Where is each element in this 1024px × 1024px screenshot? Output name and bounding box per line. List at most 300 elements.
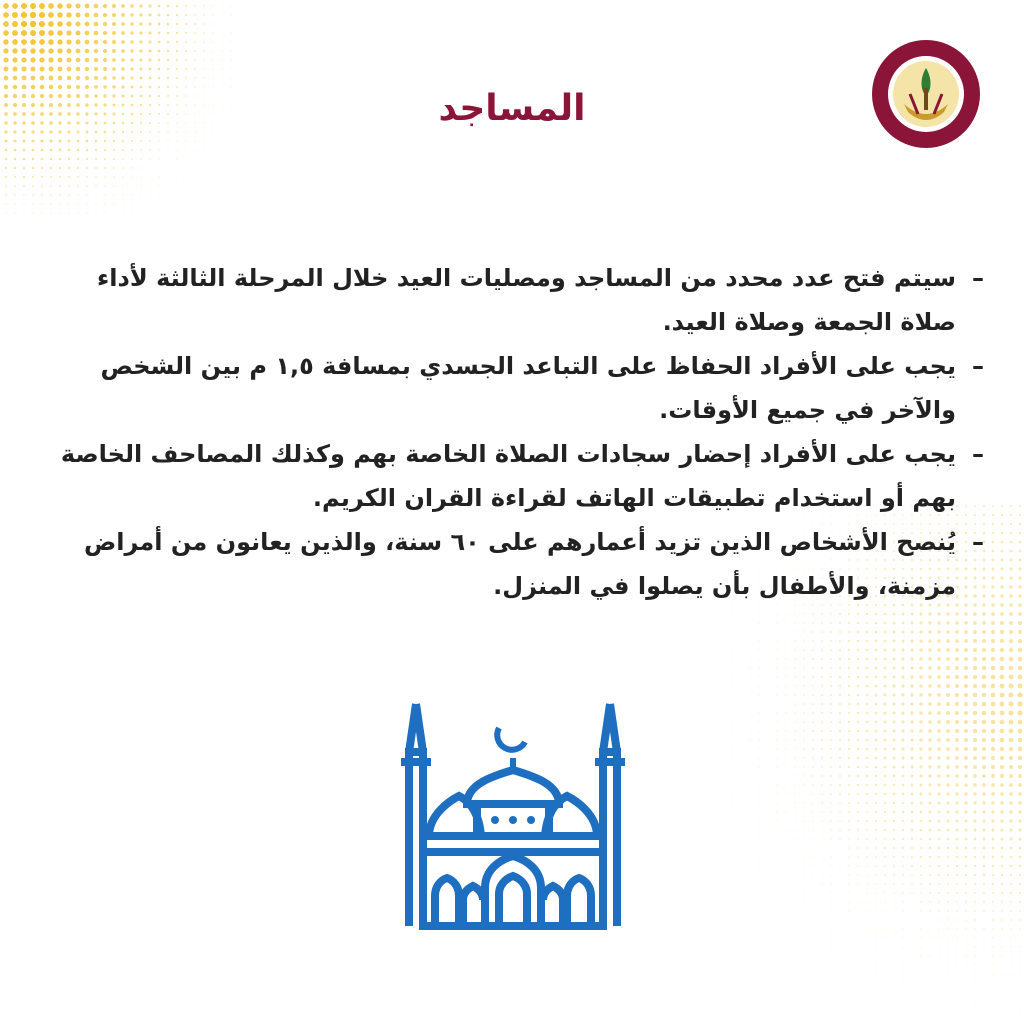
decorative-dot xyxy=(974,1000,975,1001)
decorative-dot xyxy=(3,57,8,62)
decorative-dot xyxy=(866,883,867,884)
decorative-dot xyxy=(803,712,805,714)
decorative-dot xyxy=(722,703,723,704)
bullet-dash: – xyxy=(972,440,984,468)
decorative-dot xyxy=(67,121,70,124)
decorative-dot xyxy=(85,121,88,124)
decorative-dot xyxy=(31,121,35,125)
decorative-dot xyxy=(830,748,832,750)
decorative-dot xyxy=(794,793,795,794)
decorative-dot xyxy=(938,928,939,929)
decorative-dot xyxy=(911,802,914,805)
decorative-dot xyxy=(148,40,151,43)
decorative-dot xyxy=(928,729,932,733)
decorative-dot xyxy=(919,711,923,715)
decorative-dot xyxy=(740,748,741,749)
decorative-dot xyxy=(812,883,813,884)
decorative-dot xyxy=(749,775,750,776)
decorative-dot xyxy=(158,104,160,106)
decorative-dot xyxy=(920,811,923,814)
decorative-dot xyxy=(884,937,885,938)
decorative-dot xyxy=(94,22,99,27)
decorative-dot xyxy=(794,865,795,866)
decorative-dot xyxy=(892,729,895,732)
decorative-dot xyxy=(5,158,7,160)
decorative-dot xyxy=(929,991,930,992)
decorative-dot xyxy=(149,86,152,89)
decorative-dot xyxy=(821,901,822,902)
decorative-dot xyxy=(946,666,950,670)
decorative-dot xyxy=(776,631,777,632)
decorative-dot xyxy=(31,94,35,98)
decorative-dot xyxy=(830,622,832,624)
decorative-dot xyxy=(776,676,777,677)
decorative-dot xyxy=(713,658,714,659)
decorative-dot xyxy=(94,31,99,36)
decorative-dot xyxy=(893,847,895,849)
decorative-dot xyxy=(803,631,805,633)
decorative-dot xyxy=(875,622,878,625)
decorative-dot xyxy=(893,757,896,760)
decorative-dot xyxy=(40,85,45,90)
decorative-dot xyxy=(230,14,231,15)
decorative-dot xyxy=(140,167,141,168)
decorative-dot xyxy=(848,919,849,920)
decorative-dot xyxy=(857,631,859,633)
decorative-dot xyxy=(731,649,732,650)
decorative-dot xyxy=(884,928,885,929)
decorative-dot xyxy=(221,113,222,114)
decorative-dot xyxy=(821,784,823,786)
decorative-dot xyxy=(991,729,996,734)
decorative-dot xyxy=(965,928,966,929)
decorative-dot xyxy=(230,23,231,24)
decorative-dot xyxy=(839,919,840,920)
decorative-dot xyxy=(920,946,921,947)
decorative-dot xyxy=(866,730,869,733)
decorative-dot xyxy=(1001,973,1002,974)
decorative-dot xyxy=(937,711,941,715)
decorative-dot xyxy=(221,86,222,87)
decorative-dot xyxy=(812,748,814,750)
decorative-dot xyxy=(920,973,921,974)
decorative-dot xyxy=(50,158,52,160)
decorative-dot xyxy=(928,639,931,642)
decorative-dot xyxy=(230,95,231,96)
decorative-dot xyxy=(1018,792,1022,796)
decorative-dot xyxy=(139,67,142,70)
decorative-dot xyxy=(194,5,196,7)
decorative-dot xyxy=(221,59,222,60)
decorative-dot xyxy=(722,667,723,668)
decorative-dot xyxy=(1009,567,1012,570)
decorative-dot xyxy=(1001,901,1003,903)
decorative-dot xyxy=(776,775,777,776)
decorative-dot xyxy=(239,41,240,42)
decorative-dot xyxy=(982,675,986,679)
decorative-dot xyxy=(884,892,885,893)
decorative-dot xyxy=(884,613,887,616)
decorative-dot xyxy=(749,613,750,614)
decorative-dot xyxy=(857,820,859,822)
decorative-dot xyxy=(112,40,116,44)
decorative-dot xyxy=(830,838,831,839)
decorative-dot xyxy=(884,766,887,769)
decorative-dot xyxy=(749,820,750,821)
decorative-dot xyxy=(149,50,152,53)
decorative-dot xyxy=(767,721,768,722)
decorative-dot xyxy=(749,631,750,632)
decorative-dot xyxy=(848,829,850,831)
decorative-dot xyxy=(928,675,932,679)
decorative-dot xyxy=(919,657,922,660)
decorative-dot xyxy=(821,721,823,723)
decorative-dot xyxy=(1009,657,1014,662)
decorative-dot xyxy=(911,856,913,858)
decorative-dot xyxy=(812,739,814,741)
decorative-dot xyxy=(212,23,213,24)
decorative-dot xyxy=(983,865,986,868)
decorative-dot xyxy=(929,928,930,929)
decorative-dot xyxy=(1009,603,1013,607)
decorative-dot xyxy=(857,613,859,615)
decorative-dot xyxy=(866,649,869,652)
decorative-dot xyxy=(740,676,741,677)
decorative-dot xyxy=(113,203,114,204)
decorative-dot xyxy=(176,14,178,16)
decorative-dot xyxy=(731,676,732,677)
decorative-dot xyxy=(821,883,822,884)
decorative-dot xyxy=(203,68,204,69)
decorative-dot xyxy=(830,712,832,714)
decorative-dot xyxy=(955,711,959,715)
decorative-dot xyxy=(803,622,805,624)
decorative-dot xyxy=(149,131,151,133)
decorative-dot xyxy=(964,783,968,787)
decorative-dot xyxy=(740,712,741,713)
decorative-dot xyxy=(776,721,777,722)
decorative-dot xyxy=(794,856,795,857)
decorative-dot xyxy=(122,131,124,133)
decorative-dot xyxy=(32,203,33,204)
decorative-dot xyxy=(167,14,170,17)
decorative-dot xyxy=(148,31,151,34)
decorative-dot xyxy=(893,928,894,929)
decorative-dot xyxy=(230,5,231,6)
decorative-dot xyxy=(14,167,16,169)
decorative-dot xyxy=(185,113,186,114)
decorative-dot xyxy=(920,910,922,912)
decorative-dot xyxy=(39,57,44,62)
decorative-dot xyxy=(875,964,876,965)
decorative-dot xyxy=(749,676,750,677)
decorative-dot xyxy=(731,721,732,722)
decorative-dot xyxy=(50,149,53,152)
decorative-dot xyxy=(785,874,786,875)
decorative-dot xyxy=(892,666,895,669)
decorative-dot xyxy=(59,194,60,195)
decorative-dot xyxy=(77,203,78,204)
decorative-dot xyxy=(875,937,876,938)
decorative-dot xyxy=(857,955,858,956)
decorative-dot xyxy=(722,730,723,731)
decorative-dot xyxy=(194,32,196,34)
decorative-dot xyxy=(955,729,959,733)
decorative-dot xyxy=(49,85,53,89)
decorative-dot xyxy=(95,176,97,178)
decorative-dot xyxy=(5,194,6,195)
decorative-dot xyxy=(740,775,741,776)
decorative-dot xyxy=(848,658,850,660)
decorative-dot xyxy=(167,131,168,132)
decorative-dot xyxy=(14,158,17,161)
decorative-dot xyxy=(848,631,850,633)
decorative-dot xyxy=(758,748,759,749)
decorative-dot xyxy=(920,847,922,849)
decorative-dot xyxy=(185,149,186,150)
decorative-dot xyxy=(947,820,950,823)
decorative-dot xyxy=(67,85,71,89)
decorative-dot xyxy=(1018,648,1022,652)
decorative-dot xyxy=(176,50,178,52)
list-item-text: يجب على الأفراد الحفاظ على التباعد الجسدي بمسافة ١,٥ م بين الشخص والآخر في جميع الأوقات. xyxy=(100,352,956,424)
decorative-dot xyxy=(32,167,34,169)
decorative-dot xyxy=(221,122,222,123)
decorative-dot xyxy=(749,721,750,722)
decorative-dot xyxy=(212,50,213,51)
decorative-dot xyxy=(57,39,62,44)
decorative-dot xyxy=(991,783,995,787)
decorative-dot xyxy=(910,702,913,705)
decorative-dot xyxy=(148,4,151,7)
decorative-dot xyxy=(812,919,813,920)
decorative-dot xyxy=(94,94,98,98)
decorative-dot xyxy=(731,658,732,659)
decorative-dot xyxy=(1001,550,1004,553)
decorative-dot xyxy=(158,59,161,62)
decorative-dot xyxy=(22,112,26,116)
decorative-dot xyxy=(167,5,170,8)
decorative-dot xyxy=(857,667,860,670)
decorative-dot xyxy=(875,676,878,679)
decorative-dot xyxy=(203,41,205,43)
decorative-dot xyxy=(983,928,985,930)
decorative-dot xyxy=(58,76,63,81)
decorative-dot xyxy=(982,693,987,698)
decorative-dot xyxy=(167,113,169,115)
decorative-dot xyxy=(75,21,80,26)
decorative-dot xyxy=(974,865,976,867)
decorative-dot xyxy=(113,176,114,177)
decorative-dot xyxy=(3,3,9,9)
decorative-dot xyxy=(767,631,768,632)
decorative-dot xyxy=(848,721,850,723)
decorative-dot xyxy=(185,32,187,34)
decorative-dot xyxy=(821,766,823,768)
decorative-dot xyxy=(928,702,932,706)
decorative-dot xyxy=(892,702,895,705)
decorative-dot xyxy=(884,946,885,947)
decorative-dot xyxy=(866,748,869,751)
decorative-dot xyxy=(767,694,768,695)
decorative-dot xyxy=(22,139,25,142)
decorative-dot xyxy=(194,95,195,96)
decorative-dot xyxy=(131,131,133,133)
decorative-dot xyxy=(50,140,53,143)
decorative-dot xyxy=(158,194,159,195)
decorative-dot xyxy=(1019,865,1022,868)
decorative-dot xyxy=(112,85,115,88)
decorative-dot xyxy=(937,648,941,652)
decorative-dot xyxy=(946,747,950,751)
decorative-dot xyxy=(1009,756,1013,760)
decorative-dot xyxy=(140,185,141,186)
decorative-dot xyxy=(12,12,18,18)
decorative-dot xyxy=(112,31,116,35)
decorative-dot xyxy=(176,77,178,79)
decorative-dot xyxy=(722,721,723,722)
decorative-dot xyxy=(40,121,44,125)
decorative-dot xyxy=(983,1009,984,1010)
decorative-dot xyxy=(1000,756,1004,760)
decorative-dot xyxy=(758,658,759,659)
decorative-dot xyxy=(821,622,823,624)
decorative-dot xyxy=(785,883,786,884)
decorative-dot xyxy=(5,167,7,169)
decorative-dot xyxy=(185,77,187,79)
decorative-dot xyxy=(140,77,143,80)
decorative-dot xyxy=(749,622,750,623)
decorative-dot xyxy=(3,21,9,27)
decorative-dot xyxy=(1001,541,1004,544)
decorative-dot xyxy=(955,702,959,706)
decorative-dot xyxy=(767,847,768,848)
decorative-dot xyxy=(230,59,231,60)
decorative-dot xyxy=(1000,648,1004,652)
decorative-dot xyxy=(731,703,732,704)
decorative-dot xyxy=(992,901,994,903)
decorative-dot xyxy=(86,158,88,160)
decorative-dot xyxy=(194,86,195,87)
decorative-dot xyxy=(991,693,996,698)
decorative-dot xyxy=(749,757,750,758)
decorative-dot xyxy=(839,820,841,822)
decorative-dot xyxy=(731,640,732,641)
decorative-dot xyxy=(901,630,904,633)
decorative-dot xyxy=(830,703,832,705)
decorative-dot xyxy=(31,130,34,133)
decorative-dot xyxy=(992,856,995,859)
decorative-dot xyxy=(131,140,133,142)
decorative-dot xyxy=(991,702,996,707)
decorative-dot xyxy=(67,67,72,72)
decorative-dot xyxy=(230,77,231,78)
decorative-dot xyxy=(974,937,975,938)
decorative-dot xyxy=(12,48,17,53)
decorative-dot xyxy=(883,711,886,714)
decorative-dot xyxy=(1018,819,1021,822)
decorative-dot xyxy=(130,13,134,17)
decorative-dot xyxy=(794,847,795,848)
decorative-dot xyxy=(875,829,877,831)
decorative-dot xyxy=(992,541,995,544)
decorative-dot xyxy=(1000,729,1005,734)
decorative-dot xyxy=(140,176,141,177)
decorative-dot xyxy=(767,865,768,866)
decorative-dot xyxy=(50,176,52,178)
decorative-dot xyxy=(866,703,869,706)
decorative-dot xyxy=(221,50,222,51)
decorative-dot xyxy=(767,820,768,821)
decorative-dot xyxy=(31,103,35,107)
decorative-dot xyxy=(955,810,958,813)
decorative-dot xyxy=(1009,693,1014,698)
decorative-dot xyxy=(901,756,904,759)
decorative-dot xyxy=(884,919,885,920)
decorative-dot xyxy=(830,937,831,938)
decorative-dot xyxy=(973,747,977,751)
decorative-dot xyxy=(866,694,869,697)
decorative-dot xyxy=(893,631,896,634)
decorative-dot xyxy=(167,41,170,44)
decorative-dot xyxy=(713,685,714,686)
decorative-dot xyxy=(848,730,850,732)
decorative-dot xyxy=(758,811,759,812)
decorative-dot xyxy=(973,810,976,813)
decorative-dot xyxy=(866,919,867,920)
decorative-dot xyxy=(875,892,876,893)
decorative-dot xyxy=(749,748,750,749)
decorative-dot xyxy=(75,3,80,8)
decorative-dot xyxy=(1000,801,1004,805)
decorative-dot xyxy=(1010,874,1012,876)
decorative-dot xyxy=(964,648,968,652)
decorative-dot xyxy=(956,910,958,912)
decorative-dot xyxy=(982,828,985,831)
decorative-dot xyxy=(964,639,968,643)
decorative-dot xyxy=(803,739,805,741)
decorative-dot xyxy=(857,748,859,750)
decorative-dot xyxy=(158,122,160,124)
decorative-dot xyxy=(113,122,116,125)
decorative-dot xyxy=(946,612,949,615)
decorative-dot xyxy=(973,729,977,733)
decorative-dot xyxy=(919,621,922,624)
decorative-dot xyxy=(794,685,796,687)
decorative-dot xyxy=(1010,991,1011,992)
decorative-dot xyxy=(830,865,831,866)
decorative-dot xyxy=(1000,810,1003,813)
decorative-dot xyxy=(194,158,195,159)
decorative-dot xyxy=(776,640,777,641)
decorative-dot xyxy=(140,95,143,98)
decorative-dot xyxy=(1000,666,1005,671)
decorative-dot xyxy=(911,865,913,867)
decorative-dot xyxy=(947,829,950,832)
decorative-dot xyxy=(911,910,912,911)
decorative-dot xyxy=(956,838,959,841)
decorative-dot xyxy=(974,964,975,965)
decorative-dot xyxy=(955,765,959,769)
decorative-dot xyxy=(121,94,124,97)
decorative-dot xyxy=(41,194,43,196)
decorative-dot xyxy=(1009,684,1014,689)
decorative-dot xyxy=(910,774,913,777)
decorative-dot xyxy=(1000,747,1004,751)
decorative-dot xyxy=(130,85,133,88)
decorative-dot xyxy=(785,694,786,695)
decorative-dot xyxy=(812,874,813,875)
